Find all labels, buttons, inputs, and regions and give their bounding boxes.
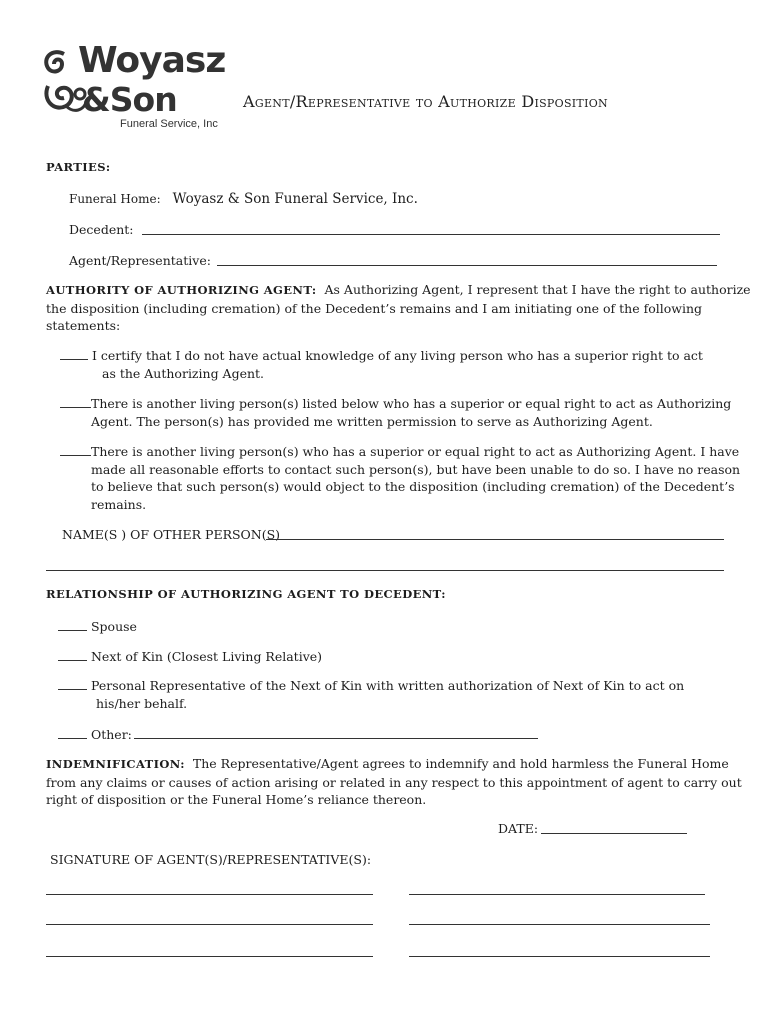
option-2-text-1: There is another living person(s) listed below who has a superior or equal right to act as Authorizing: [91, 396, 732, 411]
agent-label: Agent/Representative:: [69, 253, 211, 268]
decedent-row: [69, 222, 134, 237]
indemnification-heading: INDEMNIFICATION:: [46, 757, 185, 771]
page-title: Agent/Representative to Authorize Disposition: [243, 92, 608, 111]
option-1-text-1: I certify that I do not have actual knowledge of any living person who has a superior right to act: [91, 348, 703, 363]
signature-line-6[interactable]: [409, 944, 710, 957]
decedent-input[interactable]: [142, 222, 720, 235]
personal-rep-text-1: Personal Representative of the Next of Kin with written authorization of Next of Kin to act on: [90, 678, 685, 693]
names-label: NAME(S ) OF OTHER PERSON(S): [62, 527, 281, 542]
signature-line-3[interactable]: [46, 912, 373, 925]
signature-line-5[interactable]: [46, 944, 373, 957]
other-label: Other:: [90, 727, 132, 742]
authority-section: [46, 281, 751, 335]
authority-option-3: [60, 443, 740, 513]
option-3-text-4: remains.: [91, 496, 147, 512]
logo-text-son: &Son: [82, 80, 177, 119]
funeral-home-value: Woyasz & Son Funeral Service, Inc.: [172, 191, 418, 207]
option-2-checkbox[interactable]: [60, 395, 91, 408]
option-3-text-3: to believe that such person(s) would object to the disposition (including cremation) of the Decedent’s: [91, 479, 735, 494]
agent-representative-input[interactable]: [217, 253, 717, 266]
other-persons-input[interactable]: [266, 527, 724, 540]
signature-line-4[interactable]: [409, 912, 710, 925]
relationship-spouse: [58, 618, 137, 634]
option-3-text-2: made all reasonable efforts to contact such person(s), but have been unable to do so. I have no reason: [91, 461, 741, 477]
funeral-home-row: [69, 191, 418, 207]
other-checkbox[interactable]: [58, 726, 87, 739]
other-persons-input-2[interactable]: [46, 558, 724, 571]
funeral-home-label: Funeral Home:: [69, 192, 161, 206]
indemnification-text-3: right of disposition or the Funeral Home’s reliance thereon.: [46, 792, 427, 807]
option-3-text-1: There is another living person(s) who has a superior or equal right to act as Authorizing Agent. I have: [91, 444, 740, 459]
relationship-other: [58, 726, 132, 742]
signature-label: SIGNATURE OF AGENT(S)/REPRESENTATIVE(S):: [50, 852, 372, 867]
funeral-home-logo: [40, 38, 225, 132]
agent-row: [69, 253, 211, 268]
next-of-kin-checkbox[interactable]: [58, 648, 87, 661]
date-input[interactable]: [541, 821, 687, 834]
option-2-text-2: Agent. The person(s) has provided me written permission to serve as Authorizing Agent.: [91, 413, 653, 429]
authority-option-2: [60, 395, 731, 430]
logo-text-woyasz: Woyasz: [78, 40, 226, 81]
authority-option-1: [60, 347, 703, 382]
relationship-personal-rep: [58, 677, 684, 712]
authority-intro-1: As Authorizing Agent, I represent that I have the right to authorize: [324, 282, 751, 297]
spouse-checkbox[interactable]: [58, 618, 87, 631]
logo-subtitle: Funeral Service, Inc: [120, 118, 218, 130]
authority-intro-3: statements:: [46, 318, 121, 333]
option-1-text-2: as the Authorizing Agent.: [102, 365, 265, 381]
personal-rep-checkbox[interactable]: [58, 677, 87, 690]
date-label: DATE:: [498, 821, 539, 836]
signature-line-2[interactable]: [409, 882, 705, 895]
option-1-checkbox[interactable]: [60, 347, 88, 360]
relationship-next-of-kin: [58, 648, 322, 664]
indemnification-text-1: The Representative/Agent agrees to indemnify and hold harmless the Funeral Home: [192, 756, 729, 771]
personal-rep-text-2: his/her behalf.: [96, 695, 188, 711]
authority-intro-2: the disposition (including cremation) of the Decedent’s remains and I am initiating one of the following: [46, 300, 703, 316]
signature-line-1[interactable]: [46, 882, 373, 895]
indemnification-section: [46, 755, 742, 809]
spouse-label: Spouse: [90, 619, 137, 634]
parties-heading: PARTIES:: [46, 160, 111, 174]
decedent-label: Decedent:: [69, 222, 134, 237]
next-of-kin-label: Next of Kin (Closest Living Relative): [90, 649, 323, 664]
authority-heading: AUTHORITY OF AUTHORIZING AGENT:: [46, 283, 317, 297]
indemnification-text-2: from any claims or causes of action arising or related in any respect to this appointment of agent to carry out: [46, 774, 742, 790]
relationship-heading: RELATIONSHIP OF AUTHORIZING AGENT TO DECEDENT:: [46, 587, 446, 601]
option-3-checkbox[interactable]: [60, 443, 91, 456]
other-relationship-input[interactable]: [134, 726, 538, 739]
